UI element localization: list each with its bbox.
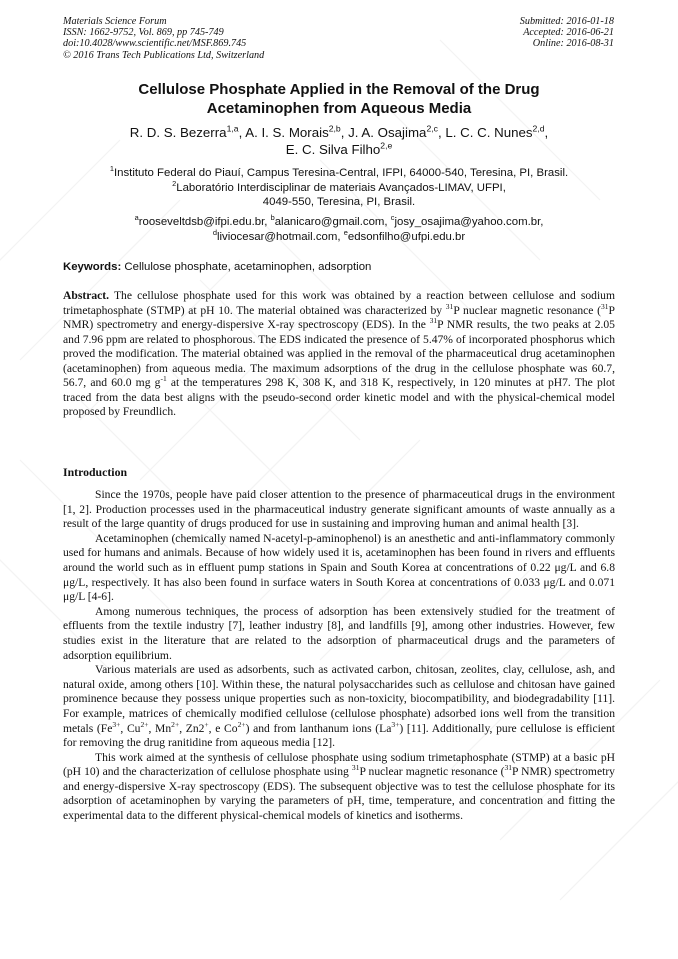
affiliation-1 [63,166,615,181]
date-online: Online: 2016-08-31 [532,38,614,50]
author-name: L. C. C. Nunes [445,125,533,140]
paragraph-text: Various materials are used as adsorbents, such as activated carbon, chitosan, zeolites, clay, cellulose, ash, and natural oxide, among others [10]. Within these, the natural polysaccharides such as cellulose and chitosan have gained prominence because they possess unique properties such as non-toxicity, biocompatibility, and biodegradability [11]. For example, matrices of chemically modified cellulose (cellulose phosphate) adsorbed ions well from the transition metals (Fe [63,663,615,735]
email-mark: a [134,213,139,223]
author-affiliation-mark: 2,b [328,123,341,134]
author-affiliation-mark: 2,e [380,140,393,151]
journal-info [63,16,264,61]
paper-title [63,80,615,118]
date-accepted: Accepted: 2016-06-21 [523,27,614,39]
superscript: 2+ [140,719,149,729]
email-link[interactable]: rooseveltdsb@ifpi.edu.br [138,216,265,228]
title-line-2: Acetaminophen from Aqueous Media [206,100,472,117]
author-separator: , [437,125,446,140]
abstract [63,289,615,420]
authors-line-2 [63,141,615,158]
section-heading-introduction: Introduction [63,465,128,479]
paragraph-text: ) [11]. Additionally, pure cellulose is efficient for removing the drug ranitidine from aqueous media [12]. [63,721,616,750]
email-mark: b [270,213,275,223]
journal-copyright: © 2016 Trans Tech Publications Ltd, Switzerland [63,49,265,61]
author-separator: , [544,125,549,140]
superscript: 2+ [171,719,180,729]
keywords [63,260,615,274]
email-mark: e [343,227,348,237]
affiliation-text: Laboratório Interdisciplinar de materiais Avançados-LIMAV, UFPI, [176,181,506,194]
email-mark: c [390,213,395,223]
affiliation-mark: 2 [172,178,177,188]
paragraph-text: P NMR) spectrometry and energy-dispersive X-ray spectroscopy (EDS). The subsequent objective was to test the cellulose phosphate for its adsorption of acetaminophen by varying the parameters of pH, time, temperature, and concentration and fitting the experimental data to the different physical-chemical models of kinetics and isotherms. [63,765,615,823]
keywords-text: Cellulose phosphate, acetaminophen, adsorption [121,261,372,273]
superscript: 3+ [391,719,400,729]
superscript: 31 [429,316,438,326]
abstract-label: Abstract. [63,289,110,302]
title-line-1: Cellulose Phosphate Applied in the Removal of the Drug [138,81,540,98]
affiliations [63,166,615,210]
author-emails [63,215,615,244]
superscript: 3+ [112,719,121,729]
paragraph [63,751,615,824]
paragraph-text: , Cu [120,721,141,735]
affiliation-mark: 1 [109,164,114,174]
email-link[interactable]: liviocesar@hotmail.com [216,230,338,243]
email-separator: , [264,216,271,228]
date-submitted: Submitted: 2016-01-18 [519,16,614,27]
superscript: 31 [504,763,513,773]
publication-dates [520,16,614,50]
journal-doi[interactable]: doi:10.4028/www.scientific.net/MSF.869.745 [63,38,247,50]
affiliation-text: Instituto Federal do Piauí, Campus Teresina-Central, IFPI, 64000-540, Teresina, PI, Brasil. [113,167,569,179]
paragraph-text: P nuclear magnetic resonance ( [359,765,505,779]
paragraph-text: This work aimed at the synthesis of cellulose phosphate using sodium trimetaphosphate (STMP) at a basic pH (pH 10) and the characterization of cellulose phosphate using [63,750,615,779]
emails-line-1 [63,215,615,230]
paragraph: Since the 1970s, people have paid closer attention to the presence of pharmaceutical drugs in the environment [1, 2]. Production processes used in the pharmaceutical industry generate significant amounts of waste annually as a result of the large quantity of drugs produced for use in sustaining and improving human and animal health [3]. [63,488,615,531]
authors-line-1 [63,124,615,141]
author-affiliation-mark: 1,a [226,123,239,134]
emails-line-2 [63,227,615,245]
abstract-text: at the temperatures 298 K, 308 K, and 318 K, respectively, in 120 minutes at pH7. The plot traced from the data best aligns with the pseudo-second order kinetic model and with the physical-chemical model proposed by Freundlich. [63,376,615,419]
paragraph-text: , Mn [148,721,172,735]
superscript: 31 [601,301,609,311]
keywords-label: Keywords: [63,261,122,273]
email-separator: , [540,216,544,228]
abstract-text: P NMR) spectrometry and energy-dispersive X-ray spectroscopy (EDS). In the [63,303,615,332]
abstract-text: The cellulose phosphate used for this work was obtained by a reaction between cellulose and sodium trimetaphosphate (STMP) at pH 10. The material obtained was characterized by [63,289,615,317]
author-name: A. I. S. Morais [245,125,329,140]
paragraph: Acetaminophen (chemically named N-acetyl-p-aminophenol) is an anesthetic and anti-inflammatory commonly used for humans and animals. Because of how widely used it is, acetaminophen has been found in rivers and effluents around the world such as in effluent pump stations in Spain and South Korea at concentrations of 0.22 μg/L and 6.8 μg/L, respectively. It has also been found in surface waters in South Korea at concentrations of 0.033 μg/L and 0.071 μg/L [4-6]. [63,531,615,604]
paragraph-text: , Zn2 [179,721,205,735]
author-name: R. D. S. Bezerra [129,125,227,140]
superscript: 31 [351,763,360,773]
superscript: -1 [160,374,167,384]
author-name: J. A. Osajima [348,125,427,140]
author-separator: , [340,125,349,140]
author-separator: , [238,125,246,140]
paragraph: Among numerous techniques, the process of adsorption has been extensively studied for the treatment of effluents from the textile industry [7], leather industry [8], and landfills [9], among other industries. However, few studies exist in the literature that are related to the adsorption of pharmaceutical drugs and the parameters of adsorption equilibrium. [63,604,615,662]
author-name: E. C. Silva Filho [285,142,381,157]
superscript: + [204,719,209,729]
email-link[interactable]: edsonfilho@ufpi.edu.br [347,230,466,243]
email-separator: , [337,230,344,243]
author-affiliation-mark: 2,c [426,123,438,134]
superscript: 2+ [237,719,246,729]
abstract-text: P nuclear magnetic resonance ( [453,303,601,317]
abstract-text: P NMR results, the two peaks at 2.05 and 7.96 ppm are related to phosphorous. The EDS indicated the presence of 5.47% of incorporated phosphorus which proved the modification. The material obtained was applied in the removal of the pharmaceutical drug acetaminophen (acetaminophen) from aqueous media. The maximum adsorptions of the drug in the cellulose phosphate was 60.7, 56.7, and 60.0 mg g [63,318,615,390]
paragraph [63,663,615,751]
author-list [63,124,615,158]
affiliation-2-cont: 4049-550, Teresina, PI, Brasil. [262,196,416,209]
author-affiliation-mark: 2,d [532,123,545,134]
email-mark: d [212,227,217,237]
journal-issn: ISSN: 1662-9752, Vol. 869, pp 745-749 [63,27,224,39]
paragraph-text: , e Co [208,721,238,735]
paragraph-text: ) and from lanthanum ions (La [245,721,392,735]
email-separator: , [384,216,391,228]
affiliation-2 [63,178,615,196]
journal-name: Materials Science Forum [63,16,167,27]
superscript: 31 [445,301,454,311]
email-link[interactable]: alanicaro@gmail.com [274,216,385,228]
email-link[interactable]: josy_osajima@yahoo.com.br [394,216,541,228]
introduction-body [63,488,615,824]
